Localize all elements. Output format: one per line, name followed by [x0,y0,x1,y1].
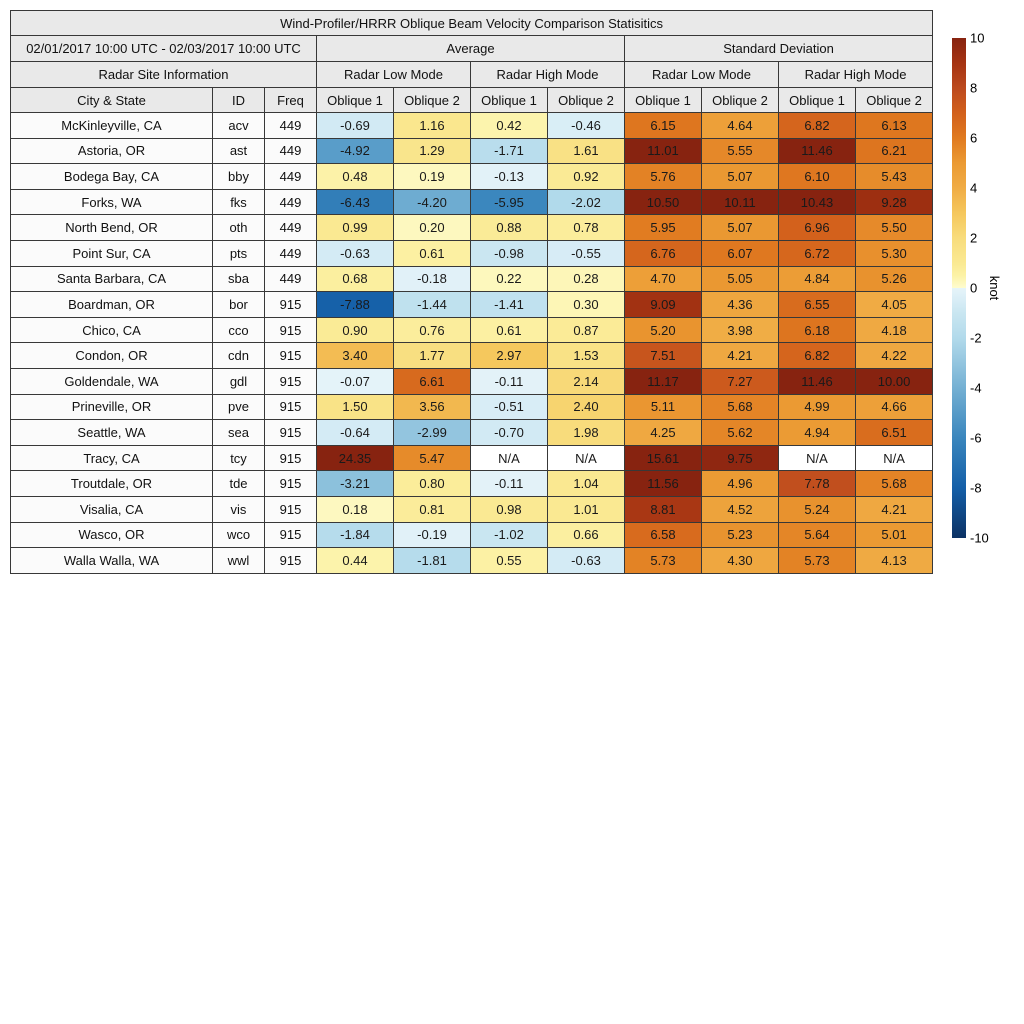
city-cell: Seattle, WA [11,420,213,446]
value-cell: 5.30 [856,240,933,266]
value-cell: -4.20 [394,189,471,215]
table-body [11,113,933,574]
value-cell: -1.84 [317,522,394,548]
city-cell: Walla Walla, WA [11,548,213,574]
value-cell: 2.97 [471,343,548,369]
value-cell: 4.05 [856,292,933,318]
table-row [11,445,933,471]
city-cell: Astoria, OR [11,138,213,164]
value-cell: 0.90 [317,317,394,343]
value-cell: -0.69 [317,113,394,139]
value-cell: 3.56 [394,394,471,420]
value-cell: 7.27 [702,368,779,394]
value-cell: -1.02 [471,522,548,548]
freq-cell: 915 [265,420,317,446]
value-cell: 0.87 [548,317,625,343]
table-row [11,394,933,420]
table-row [11,138,933,164]
value-cell: 6.10 [779,164,856,190]
value-cell: 0.48 [317,164,394,190]
value-cell: -0.07 [317,368,394,394]
value-cell: -0.64 [317,420,394,446]
value-cell: 10.11 [702,189,779,215]
site-id-cell: cco [213,317,265,343]
value-cell: -0.63 [548,548,625,574]
value-cell: 1.29 [394,138,471,164]
value-cell: 6.13 [856,113,933,139]
value-cell: N/A [856,445,933,471]
group-header-average: Average [317,36,625,62]
value-cell: 5.95 [625,215,702,241]
freq-cell: 449 [265,113,317,139]
freq-cell: 915 [265,522,317,548]
value-cell: 11.17 [625,368,702,394]
value-cell: 1.53 [548,343,625,369]
site-id-cell: bby [213,164,265,190]
value-cell: -0.19 [394,522,471,548]
site-id-cell: tde [213,471,265,497]
value-cell: 10.00 [856,368,933,394]
value-cell: 6.96 [779,215,856,241]
column-header-oblique-1: Oblique 1 [779,88,856,113]
city-cell: Visalia, CA [11,496,213,522]
site-id-cell: pve [213,394,265,420]
freq-cell: 915 [265,317,317,343]
value-cell: 1.04 [548,471,625,497]
table-row [11,266,933,292]
freq-cell: 449 [265,164,317,190]
value-cell: -1.41 [471,292,548,318]
value-cell: -1.81 [394,548,471,574]
value-cell: 10.50 [625,189,702,215]
freq-cell: 449 [265,138,317,164]
value-cell: 9.75 [702,445,779,471]
value-cell: 0.98 [471,496,548,522]
freq-cell: 449 [265,240,317,266]
value-cell: 4.66 [856,394,933,420]
table-row [11,317,933,343]
value-cell: 0.19 [394,164,471,190]
column-header-oblique-1: Oblique 1 [625,88,702,113]
value-cell: -1.44 [394,292,471,318]
mode-header-row [11,62,933,88]
site-id-cell: ast [213,138,265,164]
value-cell: 3.98 [702,317,779,343]
value-cell: 0.66 [548,522,625,548]
city-cell: Troutdale, OR [11,471,213,497]
site-id-cell: wco [213,522,265,548]
group-header-standard-deviation: Standard Deviation [625,36,933,62]
site-id-cell: pts [213,240,265,266]
value-cell: 1.01 [548,496,625,522]
value-cell: 1.61 [548,138,625,164]
table-row [11,215,933,241]
value-cell: 0.20 [394,215,471,241]
table-row [11,113,933,139]
value-cell: 0.99 [317,215,394,241]
freq-cell: 915 [265,368,317,394]
site-id-cell: gdl [213,368,265,394]
freq-cell: 915 [265,292,317,318]
colorbar-tick-label: -4 [970,380,982,396]
value-cell: 6.82 [779,343,856,369]
value-cell: 4.21 [856,496,933,522]
table-row [11,471,933,497]
site-info-header: Radar Site Information [11,62,317,88]
value-cell: 5.73 [625,548,702,574]
value-cell: 0.78 [548,215,625,241]
value-cell: -5.95 [471,189,548,215]
value-cell: 0.18 [317,496,394,522]
freq-cell: 915 [265,394,317,420]
value-cell: 11.01 [625,138,702,164]
city-cell: Condon, OR [11,343,213,369]
value-cell: 6.15 [625,113,702,139]
table-row [11,189,933,215]
group-header-row [11,36,933,62]
column-header-oblique-2: Oblique 2 [548,88,625,113]
freq-cell: 915 [265,548,317,574]
value-cell: 5.20 [625,317,702,343]
value-cell: N/A [548,445,625,471]
value-cell: 6.58 [625,522,702,548]
value-cell: 24.35 [317,445,394,471]
value-cell: 0.30 [548,292,625,318]
value-cell: 1.98 [548,420,625,446]
value-cell: 7.51 [625,343,702,369]
freq-cell: 915 [265,496,317,522]
value-cell: 4.96 [702,471,779,497]
table-title: Wind-Profiler/HRRR Oblique Beam Velocity Comparison Statisitics [11,11,933,36]
value-cell: -4.92 [317,138,394,164]
value-cell: 0.80 [394,471,471,497]
city-cell: Wasco, OR [11,522,213,548]
city-cell: Tracy, CA [11,445,213,471]
value-cell: 4.64 [702,113,779,139]
date-range: 02/01/2017 10:00 UTC - 02/03/2017 10:00 UTC [11,36,317,62]
value-cell: 5.26 [856,266,933,292]
column-header-oblique-2: Oblique 2 [394,88,471,113]
value-cell: 4.21 [702,343,779,369]
value-cell: 0.61 [471,317,548,343]
site-id-cell: cdn [213,343,265,369]
value-cell: -0.11 [471,368,548,394]
colorbar-tick-label: 4 [970,180,978,196]
value-cell: 5.73 [779,548,856,574]
city-cell: Bodega Bay, CA [11,164,213,190]
value-cell: 5.55 [702,138,779,164]
value-cell: 15.61 [625,445,702,471]
value-cell: 0.88 [471,215,548,241]
value-cell: -3.21 [317,471,394,497]
table-row [11,240,933,266]
colorbar-tick-label: -10 [970,530,989,546]
city-cell: McKinleyville, CA [11,113,213,139]
city-cell: Prineville, OR [11,394,213,420]
mode-header-std-low: Radar Low Mode [625,62,779,88]
title-row [11,11,933,36]
value-cell: 4.22 [856,343,933,369]
value-cell: 2.14 [548,368,625,394]
mode-header-avg-high: Radar High Mode [471,62,625,88]
value-cell: 2.40 [548,394,625,420]
value-cell: -0.11 [471,471,548,497]
value-cell: 5.64 [779,522,856,548]
value-cell: 6.61 [394,368,471,394]
freq-cell: 449 [265,266,317,292]
value-cell: 1.77 [394,343,471,369]
city-cell: Chico, CA [11,317,213,343]
colorbar-tick-label: 0 [970,280,978,296]
column-header-city-state: City & State [11,88,213,113]
value-cell: -2.02 [548,189,625,215]
table-row [11,496,933,522]
colorbar-unit-label: knot [987,275,1002,301]
freq-cell: 915 [265,445,317,471]
value-cell: -6.43 [317,189,394,215]
value-cell: 4.36 [702,292,779,318]
site-id-cell: wwl [213,548,265,574]
value-cell: 5.24 [779,496,856,522]
value-cell: 5.43 [856,164,933,190]
value-cell: 5.23 [702,522,779,548]
freq-cell: 915 [265,471,317,497]
value-cell: N/A [471,445,548,471]
value-cell: -0.55 [548,240,625,266]
value-cell: 11.46 [779,138,856,164]
city-cell: North Bend, OR [11,215,213,241]
table-row [11,420,933,446]
value-cell: 3.40 [317,343,394,369]
value-cell: 0.61 [394,240,471,266]
value-cell: -0.70 [471,420,548,446]
value-cell: -0.46 [548,113,625,139]
colorbar-tick-label: -8 [970,480,982,496]
colorbar-tick-label: 10 [970,30,985,46]
freq-cell: 449 [265,189,317,215]
value-cell: 9.28 [856,189,933,215]
value-cell: -0.51 [471,394,548,420]
city-cell: Santa Barbara, CA [11,266,213,292]
colorbar-tick-label: -2 [970,330,982,346]
value-cell: 6.55 [779,292,856,318]
table-row [11,292,933,318]
column-header-oblique-1: Oblique 1 [317,88,394,113]
value-cell: 4.84 [779,266,856,292]
value-cell: 4.52 [702,496,779,522]
value-cell: 6.21 [856,138,933,164]
colorbar-tick-label: 8 [970,80,978,96]
value-cell: 0.81 [394,496,471,522]
site-id-cell: bor [213,292,265,318]
freq-cell: 915 [265,343,317,369]
value-cell: 6.51 [856,420,933,446]
value-cell: 6.76 [625,240,702,266]
column-header-id: ID [213,88,265,113]
value-cell: 5.05 [702,266,779,292]
value-cell: 6.72 [779,240,856,266]
value-cell: 0.68 [317,266,394,292]
column-header-oblique-1: Oblique 1 [471,88,548,113]
value-cell: 4.70 [625,266,702,292]
colorbar-tick-label: 2 [970,230,978,246]
table-row [11,522,933,548]
value-cell: 8.81 [625,496,702,522]
site-id-cell: fks [213,189,265,215]
value-cell: 1.50 [317,394,394,420]
value-cell: 4.94 [779,420,856,446]
city-cell: Boardman, OR [11,292,213,318]
value-cell: 4.30 [702,548,779,574]
table-row [11,343,933,369]
value-cell: 9.09 [625,292,702,318]
value-cell: 5.68 [856,471,933,497]
site-id-cell: sea [213,420,265,446]
value-cell: 0.42 [471,113,548,139]
column-header-freq: Freq [265,88,317,113]
value-cell: 5.01 [856,522,933,548]
value-cell: -0.13 [471,164,548,190]
value-cell: 0.92 [548,164,625,190]
value-cell: 6.18 [779,317,856,343]
value-cell: 4.25 [625,420,702,446]
site-id-cell: oth [213,215,265,241]
column-header-oblique-2: Oblique 2 [702,88,779,113]
value-cell: 4.18 [856,317,933,343]
site-id-cell: vis [213,496,265,522]
column-header-row [11,88,933,113]
column-header-oblique-2: Oblique 2 [856,88,933,113]
value-cell: 5.62 [702,420,779,446]
value-cell: 0.76 [394,317,471,343]
mode-header-avg-low: Radar Low Mode [317,62,471,88]
value-cell: 4.13 [856,548,933,574]
value-cell: -0.98 [471,240,548,266]
value-cell: 11.46 [779,368,856,394]
table-row [11,368,933,394]
city-cell: Goldendale, WA [11,368,213,394]
value-cell: 5.07 [702,164,779,190]
value-cell: 11.56 [625,471,702,497]
value-cell: 5.68 [702,394,779,420]
site-id-cell: sba [213,266,265,292]
value-cell: 0.28 [548,266,625,292]
colorbar-tick-label: -6 [970,430,982,446]
value-cell: 0.55 [471,548,548,574]
stats-table [10,10,933,574]
value-cell: -1.71 [471,138,548,164]
city-cell: Forks, WA [11,189,213,215]
value-cell: -7.88 [317,292,394,318]
value-cell: -2.99 [394,420,471,446]
value-cell: 5.07 [702,215,779,241]
value-cell: 5.50 [856,215,933,241]
table-row [11,548,933,574]
value-cell: 1.16 [394,113,471,139]
site-id-cell: tcy [213,445,265,471]
value-cell: 0.44 [317,548,394,574]
value-cell: 10.43 [779,189,856,215]
value-cell: -0.63 [317,240,394,266]
mode-header-std-high: Radar High Mode [779,62,933,88]
value-cell: 5.76 [625,164,702,190]
table-row [11,164,933,190]
freq-cell: 449 [265,215,317,241]
value-cell: 5.47 [394,445,471,471]
value-cell: 6.07 [702,240,779,266]
value-cell: 6.82 [779,113,856,139]
value-cell: 7.78 [779,471,856,497]
value-cell: 4.99 [779,394,856,420]
value-cell: N/A [779,445,856,471]
city-cell: Point Sur, CA [11,240,213,266]
value-cell: 5.11 [625,394,702,420]
value-cell: -0.18 [394,266,471,292]
value-cell: 0.22 [471,266,548,292]
colorbar-tick-label: 6 [970,130,978,146]
site-id-cell: acv [213,113,265,139]
colorbar [952,38,966,538]
